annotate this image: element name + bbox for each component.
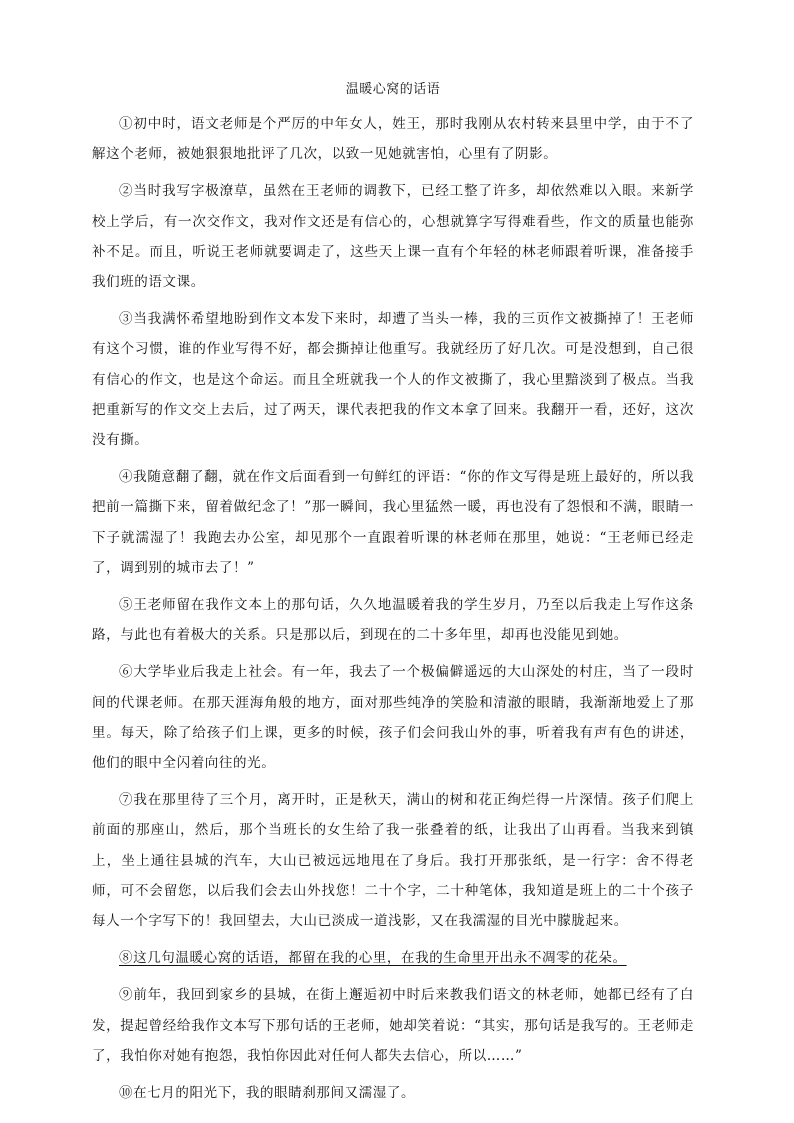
paragraph-9: ⑨前年，我回到家乡的县城，在街上邂逅初中时后来教我们语文的林老师，她都已经有了白发，提起曾经给我作文本写下那句话的王老师，她却笑着说：“其实，那句话是我写的。王老师走了，我怕你对她有抱怨，我怕你因此对任何人都失去信心，所以……” [92,987,694,1064]
paragraph-6: ⑥大学毕业后我走上社会。有一年，我去了一个极偏僻遥远的大山深处的村庄，当了一段时间的代课老师。在那天涯海角般的地方，面对那些纯净的笑脸和清澈的眼睛，我渐渐地爱上了那里。每天，除了给孩子们上课，更多的时候，孩子们会问我山外的事，听着我有声有色的讲述，他们的眼中全闪着向往的光。 [92,664,694,772]
paragraph-10: ⑩在七月的阳光下，我的眼睛刹那间又濡湿了。 [119,1085,416,1102]
document-title: 温暖心窝的话语 [345,82,441,97]
paragraph-8-underlined: ⑧这几句温暖心窝的话语，都留在我的心里，在我的生命里开出永不凋零的花朵。 [119,950,627,967]
paragraph-3: ③当我满怀希望地盼到作文本发下来时，却遭了当头一棒，我的三页作文被撕掉了！王老师有这个习惯，谁的作业写得不好，都会撕掉让他重写。我就经历了好几次。可是没想到，自己很有信心的作文，也是这个命运。而且全班就我一个人的作文被撕了，我心里黯淡到了极点。当我把重新写的作文交上去后，过了两天，课代表把我的作文本拿了回来。我翻开一看，还好，这次没有撕。 [92,311,694,449]
paragraph-4: ④我随意翻了翻，就在作文后面看到一句鲜红的评语：“你的作文写得是班上最好的，所以我把前一篇撕下来，留着做纪念了！”那一瞬间，我心里猛然一暖，再也没有了怨恨和不满，眼睛一下子就濡湿了！我跑去办公室，却见那个一直跟着听课的林老师在那里，她说：“王老师已经走了，调到别的城市去了！” [92,469,694,576]
paragraph-5: ⑤王老师留在我作文本上的那句话，久久地温暖着我的学生岁月，乃至以后我走上写作这条路，与此也有着极大的关系。只是那以后，到现在的二十多年里，却再也没能见到她。 [92,597,694,644]
paragraph-1: ①初中时，语文老师是个严厉的中年女人，姓王，那时我刚从农村转来县里中学，由于不了解这个老师，被她狠狠地批评了几次，以致一见她就害怕，心里有了阴影。 [92,116,694,163]
paragraph-7: ⑦我在那里待了三个月，离开时，正是秋天，满山的树和花正绚烂得一片深情。孩子们爬上前面的那座山，然后，那个当班长的女生给了我一张叠着的纸，让我出了山再看。当我来到镇上，坐上通往县城的汽车，大山已被远远地甩在了身后。我打开那张纸，是一行字：舍不得老师，可不会留您，以后我们会去山外找您！二十个字，二十种笔体，我知道是班上的二十个孩子每人一个字写下的！我回望去，大山已淡成一道浅影，又在我濡湿的目光中朦胧起来。 [92,792,694,930]
paragraph-2: ②当时我写字极潦草，虽然在王老师的调教下，已经工整了许多，却依然难以入眼。来新学校上学后，有一次交作文，我对作文还是有信心的，心想就算字写得难看些，作文的质量也能弥补不足。而且，听说王老师就要调走了，这些天上课一直有个年轻的林老师跟着听课，准备接手我们班的语文课。 [92,183,694,291]
